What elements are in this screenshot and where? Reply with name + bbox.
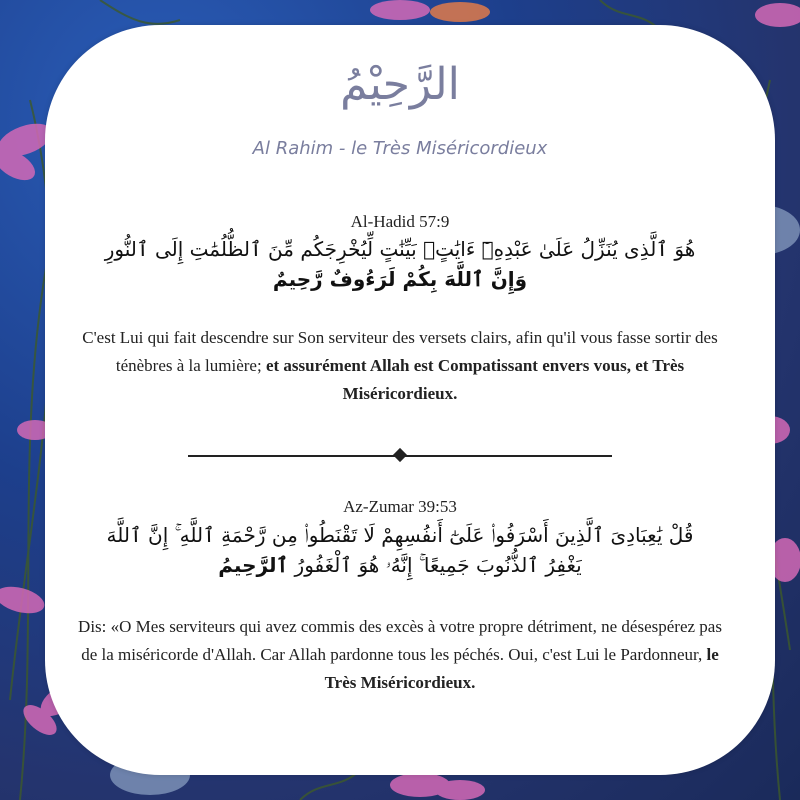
verse2-arabic-bold: ٱلرَّحِيمُ <box>218 553 289 577</box>
verse1-translation <box>70 324 730 408</box>
verse1-arabic-bold: وَإِنَّ ٱللَّهَ بِكُمْ لَرَءُوفٌ رَّحِيمٌ <box>272 267 528 291</box>
verse2-reference: Az-Zumar 39:53 <box>343 497 457 516</box>
divine-name-arabic: الرَّحِيْمُ <box>340 59 460 110</box>
verse1-translation-bold: et assurément Allah est Compatissant envers vous, et Très Miséricordieux. <box>265 356 685 403</box>
divine-name-latin: Al Rahim - le Très Miséricordieux <box>252 138 548 159</box>
verse2-arabic-regular: قُلْ يَٰعِبَادِىَ ٱلَّذِينَ أَسْرَفُوا۟ عَلَىٰٓ أَنفُسِهِمْ لَا تَقْنَطُوا۟ مِن رَّحْمَةِ ٱللَّهِ ۚ إِنَّ ٱللَّهَ يَغْفِرُ ٱلذُّنُوبَ جَمِيعًا ۚ إِنَّهُۥ هُوَ ٱلْغَفُورُ <box>106 523 694 577</box>
verse2-translation-regular: Dis: «O Mes serviteurs qui avez commis des excès à votre propre détriment, ne désespérez pas de la miséricorde d'Allah. Car Allah pardonne tous les péchés. Oui, c'est Lui le Pardonneur, <box>78 617 722 664</box>
verse2-translation <box>70 613 730 697</box>
verse1-arabic-regular: هُوَ ٱلَّذِى يُنَزِّلُ عَلَىٰ عَبْدِهِۦٓ ءَايَٰتٍۭ بَيِّنَٰتٍ لِّيُخْرِجَكُم مِّنَ ٱلظُّلُمَٰتِ إِلَى ٱلنُّورِ <box>104 237 696 261</box>
verse1-translation-regular: C'est Lui qui fait descendre sur Son serviteur des versets clairs, afin qu'il vous fasse sortir des ténèbres à la lumière; <box>82 328 718 375</box>
verse2-arabic <box>90 520 710 580</box>
verse2-translation-bold: le Très Miséricordieux. <box>324 645 719 692</box>
verse1-arabic <box>90 234 710 294</box>
verse1-reference: Al-Hadid 57:9 <box>350 212 450 231</box>
